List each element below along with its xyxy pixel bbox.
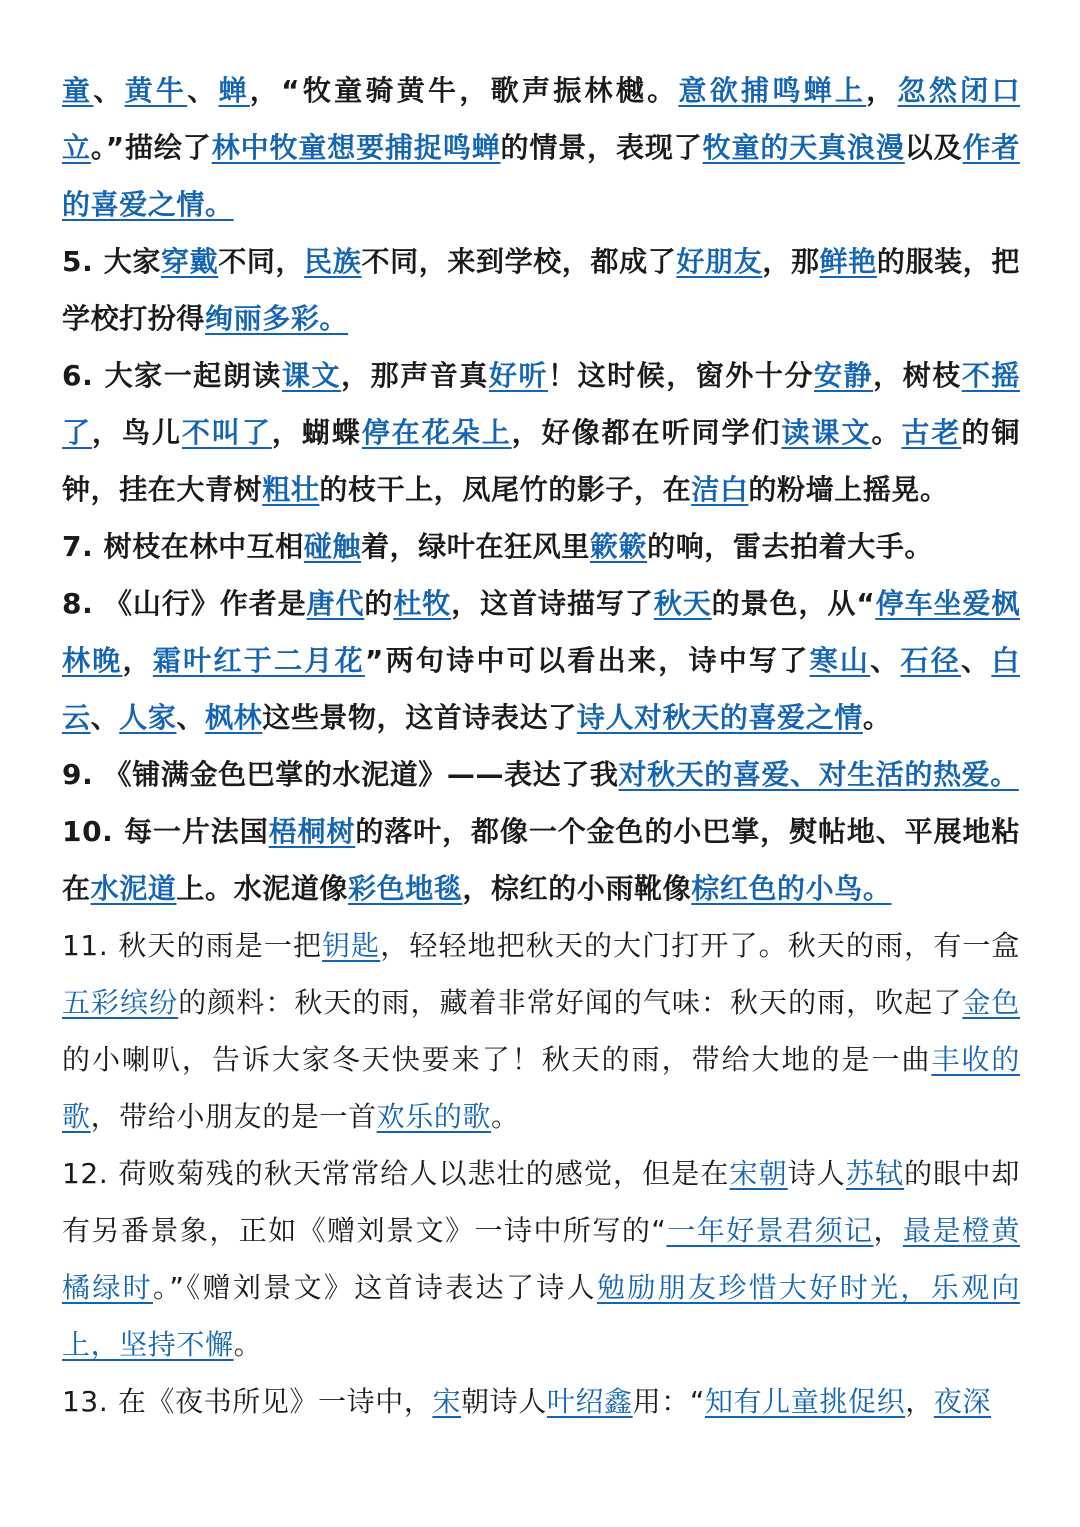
text-segment: 。”描绘了 <box>90 131 212 164</box>
paragraph <box>62 518 1020 575</box>
answer-fill: 杜牧 <box>393 587 452 620</box>
text-segment: 5. 大家 <box>62 245 161 278</box>
answer-fill: 霜叶红于二月花 <box>152 644 365 677</box>
text-segment: 。”《赠刘景文》这首诗表达了诗人 <box>153 1271 597 1304</box>
answer-fill: 水泥道 <box>90 872 177 905</box>
paragraph <box>62 746 1020 803</box>
text-segment: ， <box>122 644 153 677</box>
text-segment: 的枝干上，凤尾竹的影子，在 <box>319 473 692 506</box>
answer-fill: 枫林 <box>205 701 263 734</box>
text-segment: 、 <box>187 74 219 107</box>
text-segment: ，棕红的小雨靴像 <box>462 872 692 905</box>
paragraph <box>62 917 1020 1145</box>
answer-fill: 穿戴 <box>160 245 219 278</box>
answer-fill: 宋 <box>432 1385 462 1418</box>
text-segment: 的颜料：秋天的雨，藏着非常好闻的气味：秋天的雨，吹起了 <box>178 986 963 1019</box>
text-segment: 的 <box>364 587 394 620</box>
text-segment: ！这时候，窗外十分 <box>548 359 815 392</box>
text-segment: 诗人 <box>787 1157 846 1190</box>
answer-fill: 碰触 <box>303 530 362 563</box>
text-segment: 的眼中却有另番景象，正如《赠刘景文》一诗中所写的“ <box>62 1157 1021 1247</box>
answer-fill: 诗人对秋天的喜爱之情 <box>576 701 863 734</box>
answer-fill: 秋天 <box>653 587 712 620</box>
answer-fill: 五彩缤纷 <box>62 986 179 1019</box>
text-segment: 、 <box>961 644 992 677</box>
text-segment: 7. 树枝在林中互相 <box>62 530 304 563</box>
answer-fill: 金色 <box>962 986 1021 1019</box>
text-segment: 不同， <box>218 245 305 278</box>
answer-fill: 洁白 <box>691 473 749 506</box>
text-segment: ， <box>873 1214 903 1247</box>
text-segment: 8. 《山行》作者是 <box>62 587 307 620</box>
text-segment: 的响，雷去拍着大手。 <box>647 530 934 563</box>
text-segment: 朝诗人 <box>461 1385 547 1418</box>
answer-fill: 牧童的天真浪漫 <box>702 131 905 164</box>
answer-fill: 丰收的歌 <box>62 1043 1020 1133</box>
answer-fill: 石径 <box>900 644 962 677</box>
paragraph <box>62 347 1020 518</box>
text-segment: ，轻轻地把秋天的大门打开了。秋天的雨，有一盒 <box>380 929 1021 962</box>
paragraph <box>62 1145 1020 1373</box>
text-segment: 。 <box>233 1328 263 1361</box>
answer-fill: 蝉 <box>218 74 250 107</box>
answer-fill: 勉励朋友珍惜大好时光，乐观向上，坚持不懈 <box>62 1271 1021 1361</box>
answer-fill: 好听 <box>488 359 549 392</box>
text-segment: 的服装，把学校打扮得 <box>62 245 1021 335</box>
text-segment: ，那声音真 <box>341 359 489 392</box>
text-segment: 、 <box>93 74 125 107</box>
text-segment: 用：“ <box>632 1385 705 1418</box>
paragraph <box>62 575 1020 746</box>
text-segment: 不同，来到学校，都成了 <box>361 245 677 278</box>
answer-fill: 棕红色的小鸟。 <box>691 872 892 905</box>
text-segment: 以及 <box>904 131 963 164</box>
answer-fill: 课文 <box>281 359 342 392</box>
text-segment: 这些景物，这首诗表达了 <box>262 701 577 734</box>
answer-fill: 读课文 <box>781 416 872 449</box>
text-segment: ，树枝 <box>873 359 962 392</box>
text-segment: 11. 秋天的雨是一把 <box>62 929 323 962</box>
text-segment: ，那 <box>762 245 820 278</box>
answer-fill: 对秋天的喜爱、对生活的热爱。 <box>618 758 1019 791</box>
text-segment: ，好像都在听同学们 <box>511 416 782 449</box>
answer-fill: 民族 <box>304 245 362 278</box>
paragraph <box>62 233 1020 347</box>
paragraph <box>62 803 1020 917</box>
text-segment: 的粉墙上摇晃。 <box>748 473 949 506</box>
text-segment: 。 <box>862 701 892 734</box>
text-segment: ，鸟儿 <box>91 416 182 449</box>
answer-fill: 知有儿童挑促织 <box>704 1385 906 1418</box>
text-segment: 、 <box>176 701 206 734</box>
answer-fill: 绚丽多彩。 <box>205 302 349 335</box>
text-segment: 。 <box>871 416 902 449</box>
text-segment: 12. 荷败菊残的秋天常常给人以悲壮的感觉，但是在 <box>62 1157 730 1190</box>
answer-fill: 最是橙黄橘绿时 <box>62 1214 1020 1304</box>
text-segment: 的小喇叭，告诉大家冬天快要来了！秋天的雨，带给大地的是一曲 <box>62 1043 932 1076</box>
answer-fill: 唐代 <box>306 587 365 620</box>
text-segment: 着，绿叶在狂风里 <box>361 530 590 563</box>
answer-fill: 黄牛 <box>124 74 188 107</box>
answer-fill: 不摇了 <box>62 359 1020 449</box>
answer-fill: 宋朝 <box>729 1157 788 1190</box>
answer-fill: 好朋友 <box>676 245 763 278</box>
answer-fill: 安静 <box>814 359 874 392</box>
answer-fill: 不叫了 <box>181 416 272 449</box>
answer-fill: 古老 <box>901 416 962 449</box>
answer-fill: 鲜艳 <box>819 245 877 278</box>
answer-fill: 欢乐的歌 <box>376 1100 492 1133</box>
text-segment: 9. 《铺满金色巴掌的水泥道》——表达了我 <box>62 758 619 791</box>
content <box>62 62 1020 1430</box>
answer-fill: 停在花朵上 <box>361 416 512 449</box>
text-segment: 、 <box>90 701 120 734</box>
answer-fill: 意欲捕鸣蝉上 <box>678 74 867 107</box>
paragraph <box>62 1373 1020 1430</box>
answer-fill: 作者的喜爱之情。 <box>62 131 1021 221</box>
answer-fill: 林中牧童想要捕捉鸣蝉 <box>211 131 501 164</box>
text-segment: 。 <box>491 1100 520 1133</box>
text-segment: ，带给小朋友的是一首 <box>90 1100 377 1133</box>
answer-fill: 粗壮 <box>262 473 320 506</box>
text-segment: ”两句诗中可以看出来，诗中写了 <box>364 644 810 677</box>
text-segment: 的景色，从“ <box>711 587 876 620</box>
answer-fill: 人家 <box>119 701 177 734</box>
text-segment: 、 <box>870 644 901 677</box>
text-segment: 的落叶，都像一个金色的小巴掌，熨帖地、平展地粘在 <box>62 815 1020 905</box>
answer-fill: 一年好景君须记 <box>666 1214 874 1247</box>
answer-fill: 梧桐树 <box>268 815 356 848</box>
text-segment: 的情景，表现了 <box>500 131 703 164</box>
text-segment: 的铜钟，挂在大青树 <box>62 416 1020 506</box>
text-segment: ， <box>905 1385 934 1418</box>
text-segment: 13. 在《夜书所见》一诗中， <box>62 1385 433 1418</box>
answer-fill: 簌簌 <box>589 530 648 563</box>
answer-fill: 寒山 <box>809 644 871 677</box>
answer-fill: 苏轼 <box>845 1157 905 1190</box>
paragraph <box>62 62 1020 233</box>
answer-fill: 忽然闭口立 <box>62 74 1021 164</box>
text-segment: 上。水泥道像 <box>176 872 349 905</box>
answer-fill: 叶绍鑫 <box>546 1385 633 1418</box>
text-segment: 10. 每一片法国 <box>62 815 269 848</box>
answer-fill: 停车坐爱枫林晚 <box>62 587 1020 677</box>
text-segment: ，“牧童骑黄牛，歌声振林樾。 <box>249 74 679 107</box>
text-segment: ，蝴蝶 <box>271 416 362 449</box>
answer-fill: 钥匙 <box>322 929 381 962</box>
text-segment: ， <box>866 74 898 107</box>
answer-fill: 白云 <box>62 644 1020 734</box>
text-segment: 6. 大家一起朗读 <box>62 359 282 392</box>
answer-fill: 彩色地毯 <box>348 872 463 905</box>
text-segment: ，这首诗描写了 <box>451 587 654 620</box>
answer-fill: 童 <box>62 74 94 107</box>
answer-fill: 夜深 <box>933 1385 991 1418</box>
